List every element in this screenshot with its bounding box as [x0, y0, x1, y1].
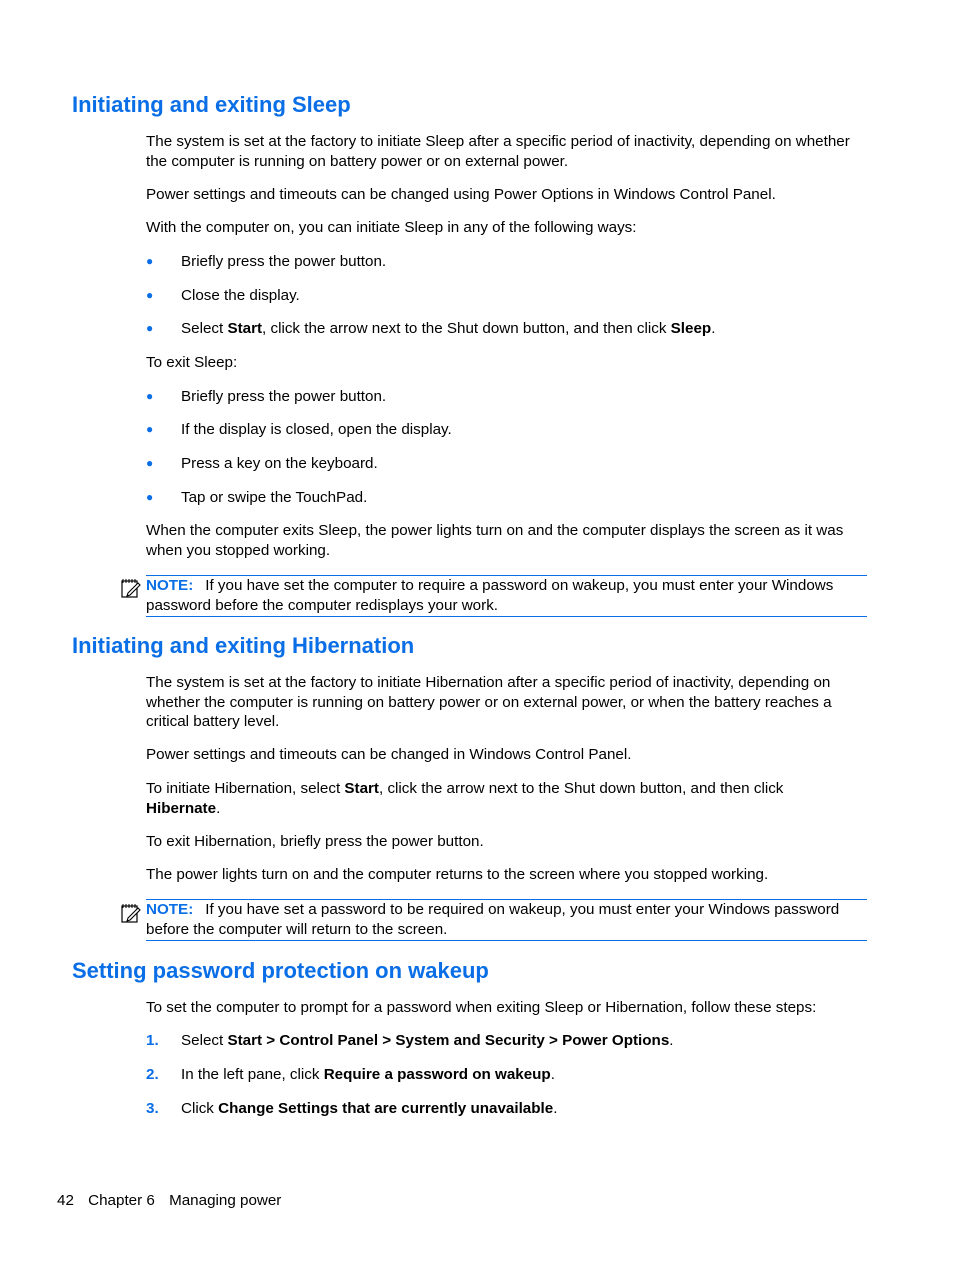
paragraph: To set the computer to prompt for a password when exiting Sleep or Hibernation, follow these steps: — [146, 999, 817, 1016]
page-number: 42 — [57, 1192, 74, 1209]
note-label: NOTE: — [146, 577, 194, 594]
paragraph: When the computer exits Sleep, the power lights turn on and the computer displays the screen as it was when you stopped working. — [146, 522, 844, 559]
chapter-label: Chapter 6 — [88, 1192, 155, 1209]
note-text: If you have set a password to be required on wakeup, you must enter your Windows password before the computer will return to the screen. — [146, 901, 840, 938]
bullet-icon: ● — [146, 254, 154, 268]
bullet-icon: ● — [146, 456, 154, 470]
page-footer — [57, 1191, 291, 1211]
paragraph: To exit Hibernation, briefly press the power button. — [146, 833, 484, 850]
heading-password: Setting password protection on wakeup — [72, 958, 489, 983]
paragraph: Power settings and timeouts can be changed in Windows Control Panel. — [146, 746, 632, 763]
note-text: If you have set the computer to require a password on wakeup, you must enter your Windows password before the computer redisplays your work. — [146, 577, 834, 614]
note-pad-icon — [120, 902, 142, 924]
bullet-icon: ● — [146, 288, 154, 302]
note-box — [146, 575, 867, 617]
paragraph: The system is set at the factory to initiate Sleep after a specific period of inactivity, depending on whether the computer is running on battery power or on external power. — [146, 133, 850, 170]
paragraph: With the computer on, you can initiate Sleep in any of the following ways: — [146, 219, 637, 236]
note-label: NOTE: — [146, 901, 194, 918]
bullet-icon: ● — [146, 490, 154, 504]
bullet-icon: ● — [146, 389, 154, 403]
heading-sleep: Initiating and exiting Sleep — [72, 92, 351, 117]
bullet-icon: ● — [146, 422, 154, 436]
note-pad-icon — [120, 577, 142, 599]
paragraph: The system is set at the factory to initiate Hibernation after a specific period of inactivity, depending on whether the computer is running on battery power or on external power, or when the battery reaches a critical battery level. — [146, 674, 832, 730]
bullet-icon: ● — [146, 321, 154, 335]
chapter-title: Managing power — [169, 1192, 282, 1209]
paragraph: To initiate Hibernation, select Start, click the arrow next to the Shut down button, and then click Hibernate. — [146, 780, 784, 817]
note-box — [146, 899, 867, 941]
paragraph: The power lights turn on and the computer returns to the screen where you stopped working. — [146, 866, 769, 883]
heading-hibernation: Initiating and exiting Hibernation — [72, 633, 415, 658]
paragraph: Power settings and timeouts can be changed using Power Options in Windows Control Panel. — [146, 186, 776, 203]
paragraph: To exit Sleep: — [146, 354, 238, 371]
